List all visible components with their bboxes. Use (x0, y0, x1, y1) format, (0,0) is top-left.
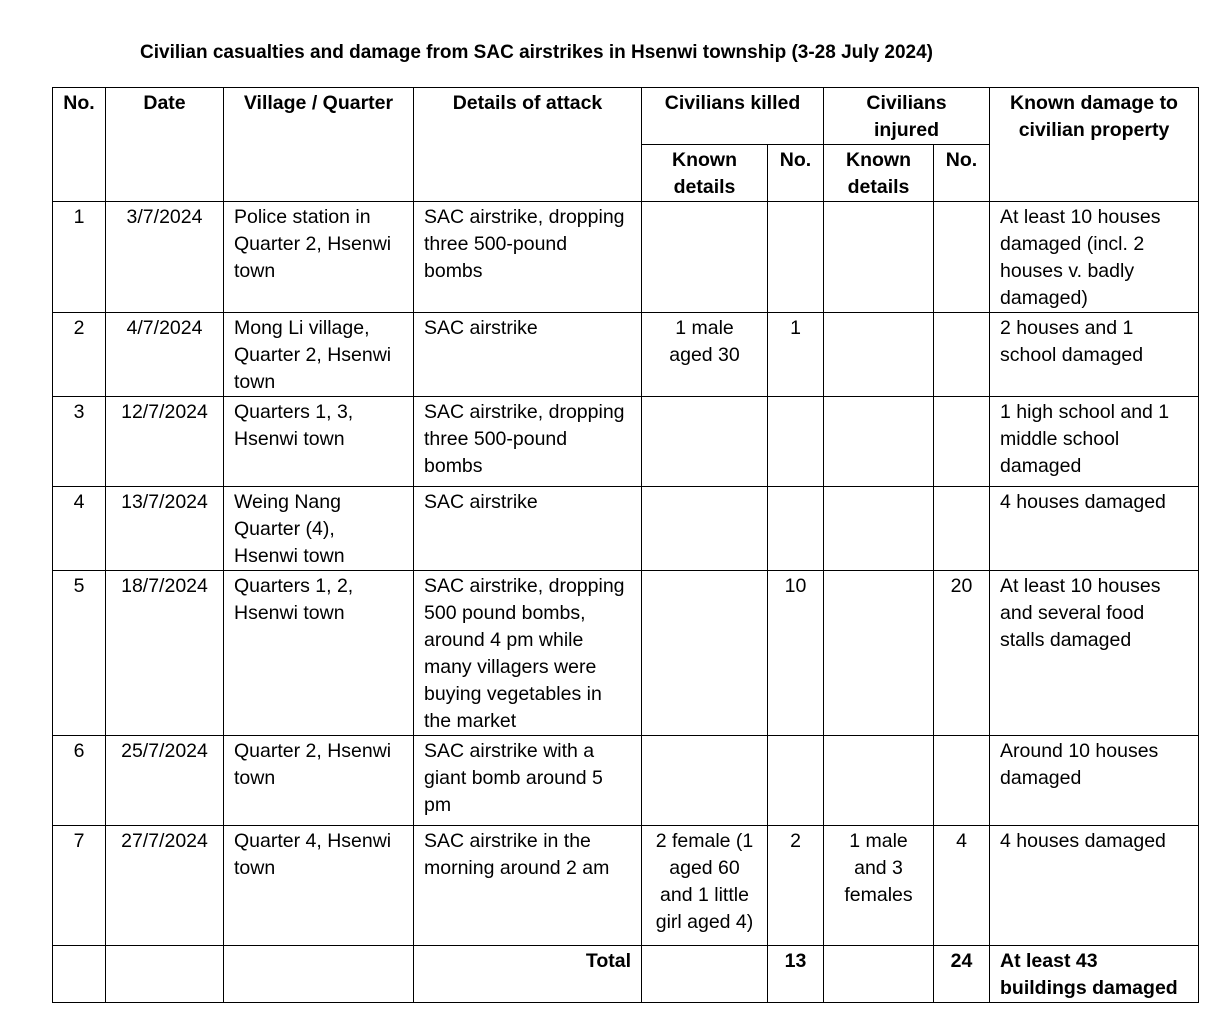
cell-damage: 4 houses damaged (990, 487, 1199, 571)
cell-village: Mong Li village, Quarter 2, Hsenwi town (224, 313, 414, 397)
cell-injured-details (824, 313, 934, 397)
subheader-injured-known-details: Known details (824, 145, 934, 202)
cell-date: 25/7/2024 (106, 736, 224, 826)
header-village: Village / Quarter (224, 88, 414, 202)
cell-killed-no (768, 487, 824, 571)
cell-date: 4/7/2024 (106, 313, 224, 397)
cell-injured-details: 1 male and 3 females (824, 826, 934, 946)
cell-killed-details: 2 female (1 aged 60 and 1 little girl aged 4) (642, 826, 768, 946)
subheader-killed-known-details: Known details (642, 145, 768, 202)
total-empty-injured-details (824, 946, 934, 1003)
table-row (53, 487, 1199, 571)
cell-killed-details (642, 571, 768, 736)
cell-details: SAC airstrike, dropping three 500-pound bombs (414, 397, 642, 487)
header-row (53, 88, 1199, 145)
cell-damage: Around 10 houses damaged (990, 736, 1199, 826)
header-damage: Known damage to civilian property (990, 88, 1199, 202)
cell-no: 4 (53, 487, 106, 571)
cell-damage: At least 10 houses damaged (incl. 2 houses v. badly damaged) (990, 202, 1199, 313)
cell-no: 7 (53, 826, 106, 946)
table-row (53, 202, 1199, 313)
header-no: No. (53, 88, 106, 202)
cell-killed-no (768, 397, 824, 487)
header-details: Details of attack (414, 88, 642, 202)
cell-damage: 4 houses damaged (990, 826, 1199, 946)
total-label: Total (414, 946, 642, 1003)
cell-date: 27/7/2024 (106, 826, 224, 946)
cell-damage: 1 high school and 1 middle school damaged (990, 397, 1199, 487)
cell-killed-no (768, 202, 824, 313)
cell-village: Quarters 1, 3, Hsenwi town (224, 397, 414, 487)
cell-killed-details (642, 736, 768, 826)
header-date: Date (106, 88, 224, 202)
cell-no: 5 (53, 571, 106, 736)
cell-village: Quarter 2, Hsenwi town (224, 736, 414, 826)
total-empty-killed-details (642, 946, 768, 1003)
cell-damage: 2 houses and 1 school damaged (990, 313, 1199, 397)
total-injured-no: 24 (934, 946, 990, 1003)
cell-details: SAC airstrike (414, 313, 642, 397)
cell-details: SAC airstrike, dropping 500 pound bombs, around 4 pm while many villagers were buying vegetables in the market (414, 571, 642, 736)
cell-injured-no: 20 (934, 571, 990, 736)
cell-injured-no (934, 313, 990, 397)
cell-killed-details (642, 202, 768, 313)
cell-village: Quarters 1, 2, Hsenwi town (224, 571, 414, 736)
cell-no: 1 (53, 202, 106, 313)
subheader-killed-no: No. (768, 145, 824, 202)
header-civilians-killed: Civilians killed (642, 88, 824, 145)
cell-injured-details (824, 487, 934, 571)
cell-no: 6 (53, 736, 106, 826)
cell-injured-no (934, 202, 990, 313)
total-empty-village (224, 946, 414, 1003)
total-row (53, 946, 1199, 1003)
cell-damage: At least 10 houses and several food stalls damaged (990, 571, 1199, 736)
cell-village: Quarter 4, Hsenwi town (224, 826, 414, 946)
total-empty-date (106, 946, 224, 1003)
total-empty-no (53, 946, 106, 1003)
cell-injured-details (824, 202, 934, 313)
cell-killed-details (642, 397, 768, 487)
cell-killed-no: 2 (768, 826, 824, 946)
header-civilians-injured: Civilians injured (824, 88, 990, 145)
cell-injured-details (824, 736, 934, 826)
table-row (53, 571, 1199, 736)
table-row (53, 736, 1199, 826)
cell-details: SAC airstrike in the morning around 2 am (414, 826, 642, 946)
cell-killed-no: 10 (768, 571, 824, 736)
cell-date: 12/7/2024 (106, 397, 224, 487)
cell-killed-no: 1 (768, 313, 824, 397)
cell-injured-details (824, 397, 934, 487)
cell-injured-details (824, 571, 934, 736)
cell-date: 18/7/2024 (106, 571, 224, 736)
total-killed-no: 13 (768, 946, 824, 1003)
cell-injured-no (934, 397, 990, 487)
cell-village: Police station in Quarter 2, Hsenwi town (224, 202, 414, 313)
cell-no: 2 (53, 313, 106, 397)
subheader-injured-no: No. (934, 145, 990, 202)
cell-details: SAC airstrike (414, 487, 642, 571)
cell-injured-no: 4 (934, 826, 990, 946)
table-row (53, 397, 1199, 487)
cell-injured-no (934, 736, 990, 826)
cell-village: Weing Nang Quarter (4), Hsenwi town (224, 487, 414, 571)
total-damage: At least 43 buildings damaged (990, 946, 1199, 1003)
cell-killed-details (642, 487, 768, 571)
cell-injured-no (934, 487, 990, 571)
cell-no: 3 (53, 397, 106, 487)
table-row (53, 826, 1199, 946)
cell-killed-details: 1 male aged 30 (642, 313, 768, 397)
cell-details: SAC airstrike with a giant bomb around 5 pm (414, 736, 642, 826)
cell-date: 13/7/2024 (106, 487, 224, 571)
cell-killed-no (768, 736, 824, 826)
cell-date: 3/7/2024 (106, 202, 224, 313)
table-title: Civilian casualties and damage from SAC airstrikes in Hsenwi township (3-28 July 2024) (140, 42, 933, 63)
cell-details: SAC airstrike, dropping three 500-pound bombs (414, 202, 642, 313)
table-row (53, 313, 1199, 397)
casualties-table (52, 87, 1199, 1003)
